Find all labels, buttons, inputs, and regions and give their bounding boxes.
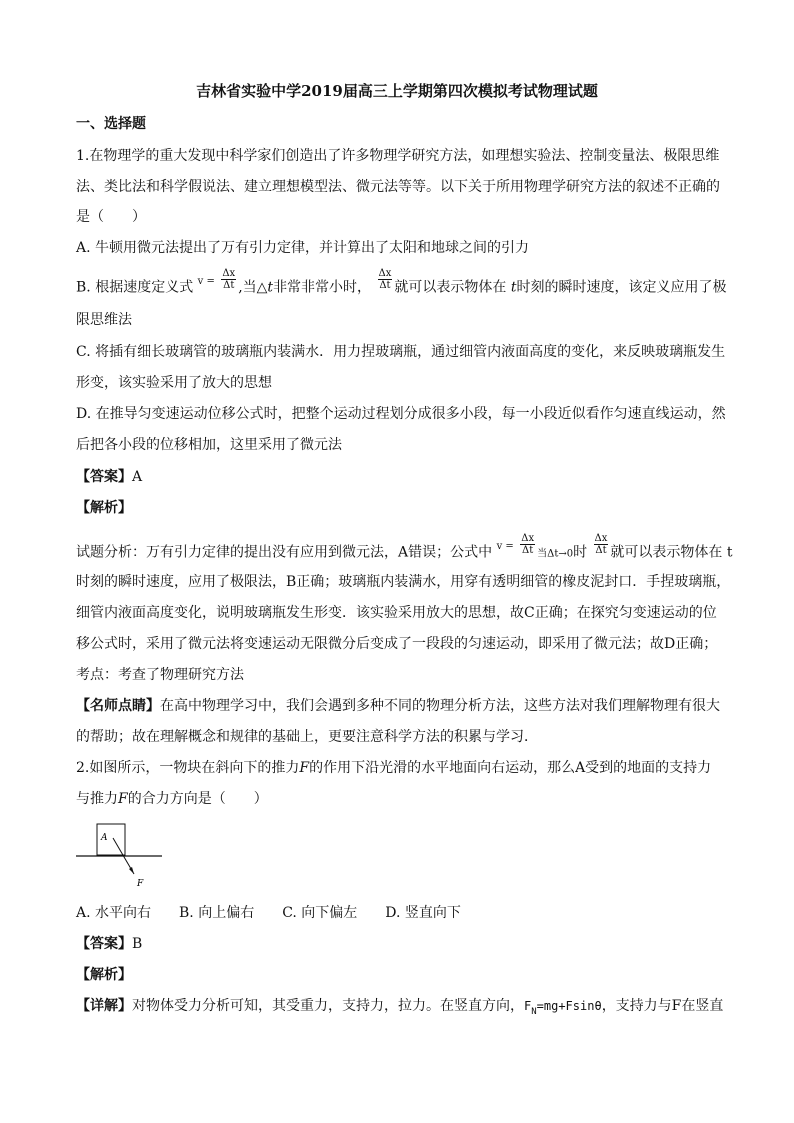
q1-answer-label: 【答案】: [76, 469, 132, 485]
q2-options: A. 水平向右 B. 向上偏右 C. 向下偏左 D. 竖直向下: [76, 905, 461, 921]
q1-tip-line1: [76, 696, 736, 716]
q1-analysis-text1: 试题分析：万有引力定律的提出没有应用到微元法，A错误；公式中: [76, 544, 493, 561]
q2-stem-text3: 与推力: [76, 791, 118, 807]
q1-analysis-text2: 当: [537, 548, 548, 560]
q1-option-b-text4: 就可以表示物体在: [394, 279, 507, 296]
q1-stem-line2: 法、类比法和科学假说法、建立理想模型法、微元法等等。以下关于所用物理学研究方法的叙述不正确的: [76, 179, 720, 195]
q1-option-b-text1: B. 根据速度定义式: [76, 279, 194, 296]
q1-analysis-line2: 时刻的瞬时速度，应用了极限法，B正确；玻璃瓶内装满水，用穿有透明细管的橡皮泥封口．手捏玻璃瓶，: [76, 574, 731, 590]
q2-stem-text2: 的作用下沿光滑的水平地面向右运动，那么A受到的地面的支持力: [309, 760, 712, 776]
q1-option-b-text2: ,当△: [238, 279, 268, 296]
q1-tip-label: 【名师点睛】: [76, 698, 160, 714]
q2-detail: [76, 996, 736, 1022]
q1-analysis-numerator2: Δx: [594, 533, 608, 544]
q1-analysis-line3: 细管内液面高度变化，说明玻璃瓶发生形变．该实验采用放大的思想，故C正确；在探究匀变速运动的位: [76, 605, 717, 621]
q2-detail-formula-f: F: [524, 999, 532, 1013]
q1-option-d-line2: 后把各小段的位移相加，这里采用了微元法: [76, 437, 342, 453]
q1-option-b-text3: 非常非常小时，: [273, 279, 372, 296]
q1-analysis-fraction2: [594, 533, 609, 556]
q1-option-b-v: v =: [197, 275, 215, 287]
q2-detail-formula-rest: =mg+Fsinθ: [536, 999, 602, 1013]
q1-option-b-numerator: Δx: [222, 268, 236, 279]
q1-option-b-denominator: Δt: [223, 280, 235, 291]
q1-analysis-fraction: [520, 533, 535, 556]
q2-answer-value: B: [132, 936, 143, 952]
q1-option-b-t2: t: [510, 279, 517, 296]
q1-analysis-denominator: Δt: [522, 545, 534, 556]
q1-stem-line1: 1.在物理学的重大发现中科学家们创造出了许多物理学研究方法，如理想实验法、控制变量法、极限思维: [76, 148, 720, 164]
q2-detail-text1: 对物体受力分析可知，其受重力，支持力，拉力。在竖直方向，: [132, 998, 524, 1014]
q2-analysis-label: 【解析】: [76, 967, 132, 983]
q2-answer-label: 【答案】: [76, 936, 132, 952]
q1-option-a: A. 牛顿用微元法提出了万有引力定律，并计算出了太阳和地球之间的引力: [76, 240, 530, 256]
force-arrowhead: [129, 867, 134, 874]
q1-option-d-line1: D. 在推导匀变速运动位移公式时，把整个运动过程划分成很多小段，每一小段近似看作匀速直线运动，然: [76, 406, 726, 422]
q1-option-b-denominator2: Δt: [379, 280, 391, 291]
q1-option-b-t: t: [267, 279, 274, 296]
q2-figure: [76, 822, 166, 896]
q1-analysis-label: 【解析】: [76, 500, 132, 516]
q2-diagram: [76, 822, 166, 892]
q2-stem-text4: 的合力方向是（ ）: [127, 791, 268, 807]
q2-detail-formula-sub: N: [531, 1006, 537, 1017]
q2-stem-line2: [76, 789, 736, 809]
q1-option-b-fraction2: [378, 268, 393, 291]
q2-detail-label: 【详解】: [76, 998, 132, 1014]
q1-tip-line2: 的帮助；故在理解概念和规律的基础上，更要注意科学方法的积累与学习．: [76, 729, 538, 745]
section-heading: 一、选择题: [76, 116, 146, 132]
q1-analysis-numerator: Δx: [521, 533, 535, 544]
q2-answer: [76, 934, 736, 954]
q1-option-b-text5: 时刻的瞬时速度，该定义应用了极: [516, 279, 727, 296]
force-label: F: [137, 879, 144, 889]
q2-stem-line1: [76, 758, 736, 778]
q1-option-b-fraction: [221, 268, 236, 291]
q1-analysis-text3: 时: [573, 544, 588, 561]
page-title: 吉林省实验中学2019届高三上学期第四次模拟考试物理试题: [196, 82, 598, 100]
q1-analysis-v: v =: [496, 540, 514, 552]
q2-stem-text1: 2.如图所示，一物块在斜向下的推力: [76, 760, 300, 776]
q1-analysis-line4: 移公式时，采用了微元法将变速运动无限微分后变成了一段段的匀速运动，即采用了微元法；故D正确；: [76, 636, 718, 652]
q1-analysis-denominator2: Δt: [595, 545, 607, 556]
q1-answer: [76, 467, 736, 487]
q2-stem-force2: F: [118, 791, 128, 807]
q1-option-b-line2: 限思维法: [76, 312, 132, 328]
q1-tip-text1: 在高中物理学习中，我们会遇到多种不同的物理分析方法，这些方法对我们理解物理有很大: [160, 698, 720, 714]
q1-option-b-numerator2: Δx: [378, 268, 392, 279]
q1-stem-line3: 是（ ）: [76, 209, 146, 225]
q1-analysis-limit: Δt→0: [547, 548, 574, 560]
q2-detail-text2: ，支持力与F在竖直: [601, 998, 724, 1014]
q1-answer-value: A: [132, 469, 143, 485]
q1-analysis-line5: 考点：考查了物理研究方法: [76, 667, 244, 683]
q1-option-c-line2: 形变，该实验采用了放大的思想: [76, 375, 272, 391]
block-label: A: [101, 833, 108, 843]
q1-analysis-text4: 就可以表示物体在 t: [610, 544, 733, 561]
q2-stem-force: F: [299, 760, 310, 776]
q1-option-c-line1: C. 将插有细长玻璃管的玻璃瓶内装满水．用力捏玻璃瓶，通过细管内液面高度的变化，来反映玻璃瓶发生: [76, 344, 726, 360]
